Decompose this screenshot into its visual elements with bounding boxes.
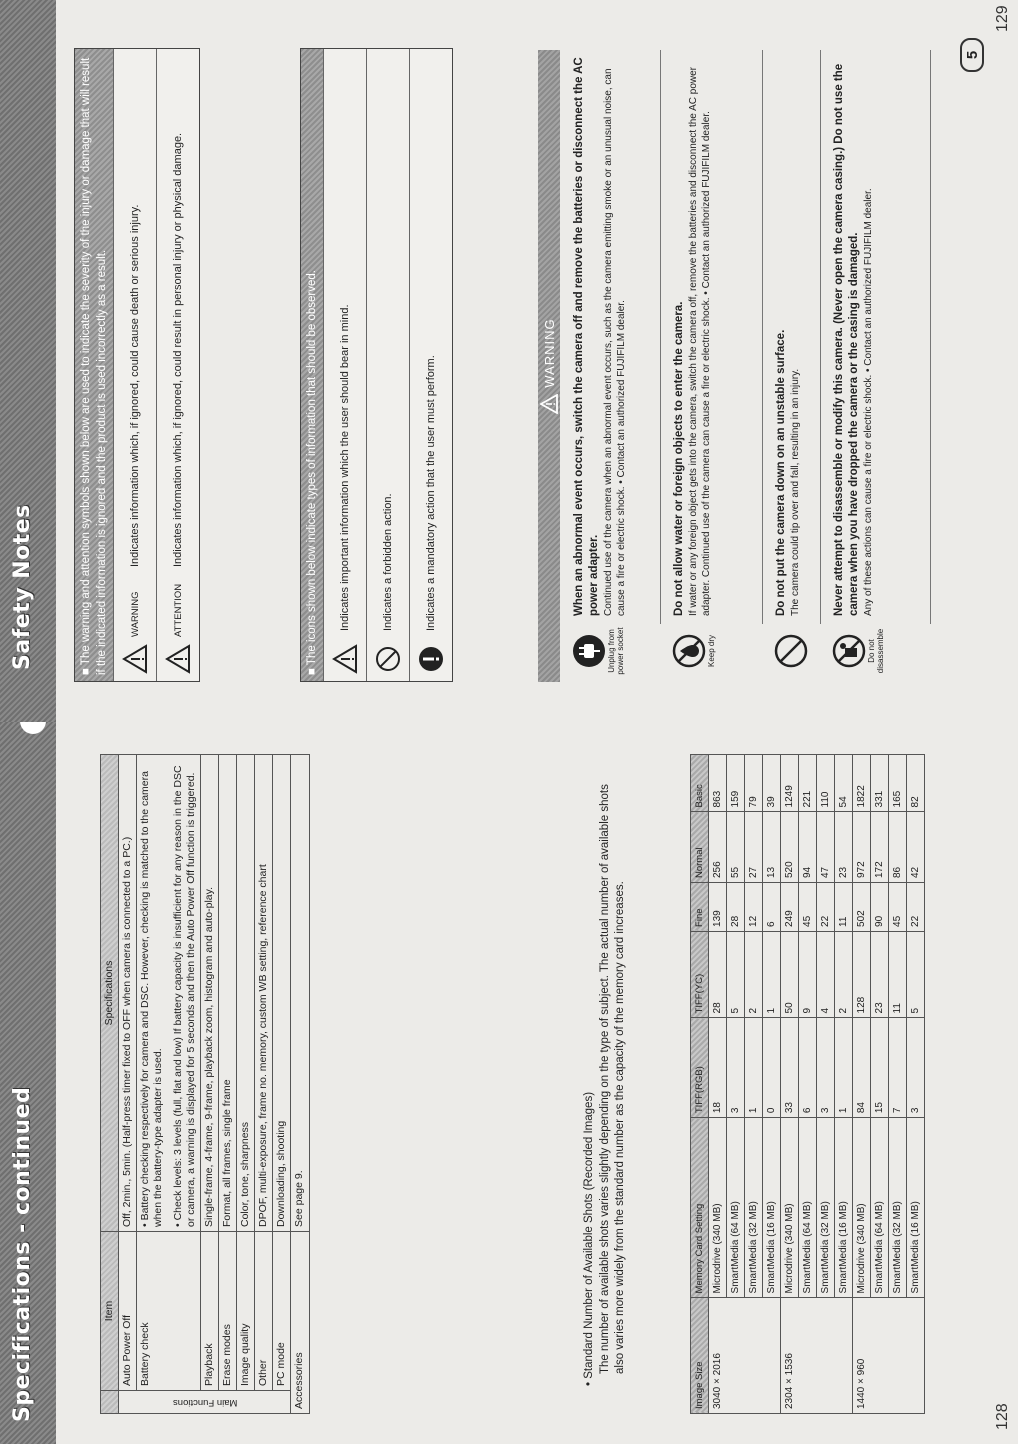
table-row — [237, 755, 255, 1414]
important-info-text: Indicates important information which the user should bear in mind. — [338, 304, 351, 631]
attention-description: Indicates information which, if ignored, could result in personal injury or physical damage. — [171, 132, 184, 567]
table-row — [200, 755, 218, 1414]
memory-card-cell: SmartMedia (64 MB) — [727, 1118, 745, 1298]
shots-count-cell: 165 — [889, 755, 907, 812]
spec-header-item: Item — [101, 1232, 119, 1391]
spec-item: Accessories — [291, 1232, 309, 1414]
memory-card-cell: SmartMedia (32 MB) — [889, 1118, 907, 1298]
left-page-number: 128 — [994, 1403, 1011, 1430]
warning-detail: The camera could tip over and fall, resulting in an injury. — [789, 368, 801, 616]
warning-text — [832, 50, 886, 620]
image-size-cell: 2304 × 1536 — [781, 1298, 853, 1414]
table-row — [218, 755, 236, 1414]
shots-count-cell: 1 — [745, 1018, 763, 1118]
warning-text — [672, 50, 717, 620]
shots-count-cell: 82 — [907, 755, 925, 812]
spec-header-specifications: Specifications — [101, 755, 119, 1232]
warning-icon-wrap — [832, 620, 886, 682]
spec-item: Erase modes — [218, 1232, 236, 1391]
memory-card-cell: Microdrive (340 MB) — [853, 1118, 871, 1298]
shots-header: Fine — [691, 883, 709, 932]
warning-description: Indicates information which, if ignored, could cause death or serious injury. — [128, 204, 141, 567]
shots-count-cell: 128 — [853, 931, 871, 1018]
spec-value — [137, 755, 201, 1232]
shots-count-cell: 28 — [709, 931, 727, 1018]
list-item — [323, 49, 366, 681]
available-shots-note — [582, 766, 629, 1386]
shots-count-cell: 79 — [745, 755, 763, 812]
attention-triangle-icon — [165, 637, 191, 681]
icon-types-heading: ■ The icons shown below indicate types of information that should be observed. — [301, 49, 323, 681]
divider — [820, 50, 821, 624]
forbidden-action-text: Indicates a forbidden action. — [381, 493, 394, 631]
spec-value: Format, all frames, single frame — [218, 755, 236, 1232]
main-functions-label: Main Functions — [119, 1391, 291, 1414]
warning-section-bar — [538, 50, 560, 682]
mandatory-action-icon — [418, 637, 444, 681]
shots-count-cell: 23 — [835, 812, 853, 883]
list-item — [832, 50, 886, 682]
list-item — [366, 49, 409, 681]
memory-card-cell: SmartMedia (64 MB) — [871, 1118, 889, 1298]
shots-count-cell: 159 — [727, 755, 745, 812]
shots-header: Basic — [691, 755, 709, 812]
shots-count-cell: 4 — [817, 931, 835, 1018]
shots-count-cell: 5 — [907, 931, 925, 1018]
keep-dry-caption: Keep dry — [707, 634, 716, 668]
shots-count-cell: 249 — [781, 883, 799, 932]
shots-count-cell: 110 — [817, 755, 835, 812]
keep-dry-icon — [672, 634, 706, 668]
prohibited-icon — [375, 637, 401, 681]
list-item — [113, 49, 156, 681]
shots-count-cell: 15 — [871, 1018, 889, 1118]
battery-check-text-2: • Check levels: 3 levels (full, flat and low) If battery capacity is insufficient for any reason in the DSC or camera, a warning is displayed for 5 seconds and then the Auto Power Off function is triggered. — [171, 765, 197, 1227]
table-row — [709, 755, 727, 1414]
warning-icon-wrap — [672, 620, 717, 682]
unplug-caption: Unplug from power socket — [607, 627, 625, 675]
shots-count-cell: 45 — [799, 883, 817, 932]
shots-count-cell: 2 — [835, 931, 853, 1018]
table-row — [291, 755, 309, 1414]
list-item — [672, 50, 717, 682]
shots-count-cell: 42 — [907, 812, 925, 883]
shots-count-cell: 1 — [763, 931, 781, 1018]
shots-count-cell: 18 — [709, 1018, 727, 1118]
shots-count-cell: 23 — [871, 931, 889, 1018]
spec-value: Color, tone, sharpness — [237, 755, 255, 1232]
memory-card-cell: Microdrive (340 MB) — [709, 1118, 727, 1298]
warning-label: WARNING — [129, 591, 141, 637]
list-item — [572, 50, 628, 682]
spec-value: Off, 2min., 5min. (Half-press timer fixed to OFF when camera is connected to a PC.) — [119, 755, 137, 1232]
shots-count-cell: 55 — [727, 812, 745, 883]
shots-header: Normal — [691, 812, 709, 883]
memory-card-cell: Microdrive (340 MB) — [781, 1118, 799, 1298]
shots-count-cell: 33 — [781, 1018, 799, 1118]
shots-count-cell: 6 — [763, 883, 781, 932]
shots-count-cell: 11 — [835, 883, 853, 932]
shots-count-cell: 90 — [871, 883, 889, 932]
shots-count-cell: 39 — [763, 755, 781, 812]
image-size-cell: 1440 × 960 — [853, 1298, 925, 1414]
warning-triangle-icon — [122, 637, 148, 681]
table-row — [853, 755, 871, 1414]
left-page-title: Specifications - continued — [10, 1086, 35, 1422]
warning-bold: Do not allow water or foreign objects to enter the camera. — [673, 301, 685, 616]
shots-count-cell: 221 — [799, 755, 817, 812]
spec-item: Image quality — [237, 1232, 255, 1391]
warning-detail: Continued use of the camera when an abnormal event occurs, such as the camera emitting smoke or an unusual noise, can cause a fire or electric shock. • Contact an authorized FUJIFILM dealer. — [602, 68, 627, 616]
shots-count-cell: 331 — [871, 755, 889, 812]
list-item — [409, 49, 452, 681]
warning-bold: Never attempt to disassemble or modify this camera. (Never open the camera casing.) Do not use the camera when you have dropped the camera or the casing is damaged. — [833, 63, 860, 616]
available-shots-body: The number of available shots varies slightly depending on the type of subject. The actual number of available shots also varies more widely from the standard number as the capacity of the memory card increases. — [598, 784, 627, 1374]
table-row — [273, 755, 291, 1414]
right-page-header — [0, 0, 56, 722]
shots-count-cell: 7 — [889, 1018, 907, 1118]
list-item — [774, 50, 810, 682]
shots-count-cell: 12 — [745, 883, 763, 932]
shots-count-cell: 22 — [817, 883, 835, 932]
shots-count-cell: 27 — [745, 812, 763, 883]
warning-icon-wrap — [572, 620, 628, 682]
shots-count-cell: 47 — [817, 812, 835, 883]
shots-table-header — [691, 755, 709, 1414]
right-page-title: Safety Notes — [10, 504, 35, 670]
spec-item: Playback — [200, 1232, 218, 1391]
shots-count-cell: 86 — [889, 812, 907, 883]
shots-header: Image Size — [691, 1298, 709, 1414]
spec-table-header — [101, 755, 119, 1414]
spec-item: Auto Power Off — [119, 1232, 137, 1391]
shots-count-cell: 54 — [835, 755, 853, 812]
do-not-disassemble-icon — [832, 634, 866, 668]
shots-count-cell: 1 — [835, 1018, 853, 1118]
image-size-cell: 3040 × 2016 — [709, 1298, 781, 1414]
warning-text — [774, 50, 810, 620]
memory-card-cell: SmartMedia (32 MB) — [745, 1118, 763, 1298]
unplug-icon — [572, 634, 606, 668]
available-shots-table — [690, 754, 925, 1414]
shots-header: Memory Card Setting — [691, 1118, 709, 1298]
divider — [930, 50, 931, 624]
warning-bar-icon — [540, 394, 558, 414]
warning-text — [572, 50, 628, 620]
shots-count-cell: 6 — [799, 1018, 817, 1118]
shots-count-cell: 3 — [907, 1018, 925, 1118]
warning-bold: When an abnormal event occurs, switch the camera off and remove the batteries or disconnect the AC power adapter. — [573, 57, 600, 616]
right-page-number: 129 — [994, 5, 1011, 32]
table-row — [255, 755, 273, 1414]
warning-bold: Do not put the camera down on an unstable surface. — [775, 329, 787, 616]
shots-count-cell: 94 — [799, 812, 817, 883]
shots-count-cell: 863 — [709, 755, 727, 812]
battery-check-text-1: • Battery checking respectively for camera and DSC. However, checking is matched to the camera when the battery-type adapter is used. — [139, 771, 165, 1227]
prohibited-icon — [774, 634, 808, 668]
shots-count-cell: 139 — [709, 883, 727, 932]
warning-section-title: WARNING — [541, 318, 557, 388]
memory-card-cell: SmartMedia (64 MB) — [799, 1118, 817, 1298]
shots-count-cell: 0 — [763, 1018, 781, 1118]
spec-value: See page 9. — [291, 755, 309, 1232]
list-item — [156, 49, 199, 681]
shots-count-cell: 972 — [853, 812, 871, 883]
spec-item: Battery check — [137, 1232, 201, 1391]
shots-count-cell: 13 — [763, 812, 781, 883]
shots-count-cell: 2 — [745, 931, 763, 1018]
divider — [660, 50, 661, 624]
shots-header: TIFF(RGB) — [691, 1018, 709, 1118]
memory-card-cell: SmartMedia (16 MB) — [835, 1118, 853, 1298]
table-row — [119, 755, 137, 1414]
spec-value: DPOF, multi-exposure, frame no. memory, custom WB setting, reference chart — [255, 755, 273, 1232]
severity-symbols-box — [74, 48, 200, 682]
shots-count-cell: 172 — [871, 812, 889, 883]
shots-count-cell: 50 — [781, 931, 799, 1018]
warning-detail: If water or any foreign object gets into the camera, switch the camera off, remove the batteries and disconnect the AC power adapter. Continued use of the camera can cause a fire or electric shock. • Contact an authorized FUJIFILM dealer. — [687, 67, 712, 616]
severity-box-heading: ■ The warning and attention symbols shown below are used to indicate the severity of the injury or damage that will result if the indicated information is ignored and the product is used incorrectly as a result. — [75, 49, 113, 681]
shots-count-cell: 1249 — [781, 755, 799, 812]
shots-count-cell: 1822 — [853, 755, 871, 812]
attention-label: ATTENTION — [172, 583, 184, 637]
shots-count-cell: 3 — [727, 1018, 745, 1118]
shots-count-cell: 45 — [889, 883, 907, 932]
memory-card-cell: SmartMedia (16 MB) — [907, 1118, 925, 1298]
shots-count-cell: 520 — [781, 812, 799, 883]
shots-count-cell: 84 — [853, 1018, 871, 1118]
spec-item: PC mode — [273, 1232, 291, 1391]
shots-count-cell: 9 — [799, 931, 817, 1018]
shots-count-cell: 502 — [853, 883, 871, 932]
shots-count-cell: 11 — [889, 931, 907, 1018]
spec-value: Single-frame, 4-frame, 9-frame, playback zoom, histogram and auto-play. — [200, 755, 218, 1232]
shots-count-cell: 28 — [727, 883, 745, 932]
shots-count-cell: 256 — [709, 812, 727, 883]
caution-triangle-icon — [332, 637, 358, 681]
divider — [762, 50, 763, 624]
left-page-header — [0, 722, 56, 1444]
chapter-tab: 5 — [960, 38, 984, 72]
memory-card-cell: SmartMedia (16 MB) — [763, 1118, 781, 1298]
mandatory-action-text: Indicates a mandatory action that the user must perform. — [424, 355, 437, 631]
shots-header: TIFF(YC) — [691, 931, 709, 1018]
spec-value: Downloading, shooting — [273, 755, 291, 1232]
warning-icon-wrap — [774, 620, 810, 682]
available-shots-heading: • Standard Number of Available Shots (Recorded Images) — [583, 1091, 595, 1386]
shots-count-cell: 3 — [817, 1018, 835, 1118]
warning-detail: Any of these actions can cause a fire or electric shock. • Contact an authorized FUJIFILM dealer. — [862, 188, 874, 616]
shots-count-cell: 5 — [727, 931, 745, 1018]
spec-item: Other — [255, 1232, 273, 1391]
table-row — [137, 755, 201, 1414]
specifications-table — [100, 754, 310, 1414]
memory-card-cell: SmartMedia (32 MB) — [817, 1118, 835, 1298]
shots-count-cell: 22 — [907, 883, 925, 932]
icon-types-box — [300, 48, 453, 682]
disassemble-caption: Do not disassemble — [867, 628, 885, 674]
table-row — [781, 755, 799, 1414]
